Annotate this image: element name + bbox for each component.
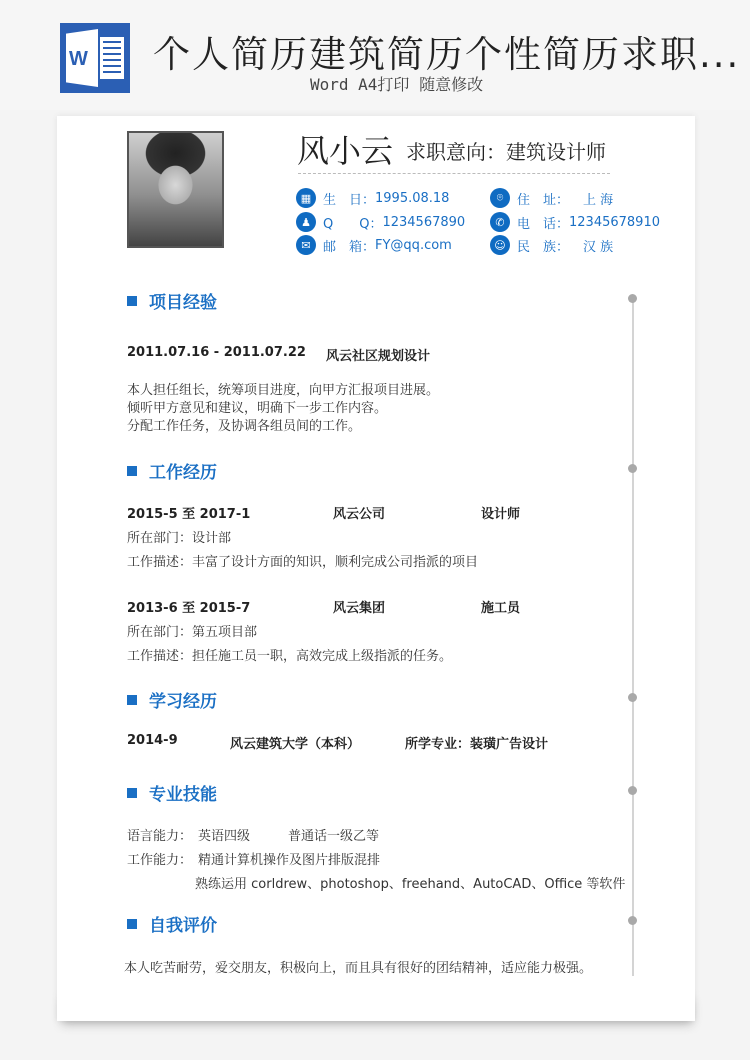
job-department: 所在部门：设计部 [127,531,232,546]
job-objective: 求职意向：建筑设计师 [406,140,606,164]
timeline-dot [628,786,637,795]
skills-work-label: 工作能力： [127,853,193,868]
job-period: 2013-6 至 2015-7 [127,601,251,616]
section-title-text: 专业技能 [149,785,217,805]
skills-language-item: 英语四级 [198,829,251,844]
info-email [296,235,452,255]
job-position: 设计师 [481,507,521,522]
project-name: 风云社区规划设计 [326,349,431,364]
info-label: 住 址： [517,192,570,208]
info-phone [490,212,660,232]
phone-icon: ✆ [490,212,510,232]
info-value: 12345678910 [569,214,660,230]
info-label: 电 话： [517,216,570,232]
info-qq [296,212,465,232]
info-value: 1234567890 [382,214,466,230]
project-line: 本人担任组长，统筹项目进度，向甲方汇报项目进展。 [127,383,440,398]
square-bullet-icon [127,296,137,306]
project-line: 倾听甲方意见和建议，明确下一步工作内容。 [127,401,388,416]
section-title-education [127,687,217,712]
info-ethnicity [490,235,613,255]
divider [298,173,610,174]
section-title-self [127,911,217,936]
section-title-text: 自我评价 [149,916,217,936]
info-address [490,188,613,208]
info-birthday [296,188,449,208]
skills-language-label: 语言能力： [127,829,193,844]
section-title-work [127,458,217,483]
education-date: 2014-9 [127,733,178,748]
education-school: 风云建筑大学（本科） [230,737,361,752]
job-description: 工作描述：担任施工员一职，高效完成上级指派的任务。 [127,649,453,664]
info-label: Q Q： [323,216,383,232]
section-title-text: 项目经验 [149,293,217,313]
job-position: 施工员 [481,601,521,616]
timeline-dot [628,464,637,473]
job-description: 工作描述：丰富了设计方面的知识，顺利完成公司指派的项目 [127,555,479,570]
square-bullet-icon [127,466,137,476]
square-bullet-icon [127,788,137,798]
timeline-dot [628,916,637,925]
location-icon: ⌾ [490,188,510,208]
mail-icon: ✉ [296,235,316,255]
info-label: 民 族： [517,239,570,255]
people-icon: ☺ [490,235,510,255]
job-company: 风云集团 [333,601,386,616]
calendar-icon: ▦ [296,188,316,208]
job-department: 所在部门：第五项目部 [127,625,258,640]
document-subtitle: Word A4打印 随意修改 [310,75,484,94]
word-icon-lines [100,37,124,79]
qq-icon: ♟ [296,212,316,232]
word-icon [60,23,130,93]
timeline-dot [628,294,637,303]
project-line: 分配工作任务，及协调各组员间的工作。 [127,419,362,434]
self-evaluation-text: 本人吃苦耐劳，爱交朋友，积极向上，而且具有很好的团结精神，适应能力极强。 [124,961,593,976]
info-value: 上 海 [583,192,614,208]
section-title-text: 工作经历 [149,463,217,483]
square-bullet-icon [127,695,137,705]
info-value: 1995.08.18 [375,190,450,206]
section-title-skills [127,780,217,805]
info-label: 生 日： [323,192,376,208]
skills-work-item: 熟练运用 corldrew、photoshop、freehand、AutoCAD、Office 等软件 [195,877,626,892]
portrait-photo [127,131,224,248]
project-date: 2011.07.16 - 2011.07.22 [127,345,306,360]
skills-language-item: 普通话一级乙等 [288,829,380,844]
section-title-project [127,288,217,313]
timeline-line [632,298,634,976]
education-major: 所学专业：装璜广告设计 [405,737,549,752]
document-title: 个人简历建筑简历个性简历求职... [153,33,741,76]
word-icon-letter: W [69,48,88,70]
square-bullet-icon [127,919,137,929]
section-title-text: 学习经历 [149,692,217,712]
job-period: 2015-5 至 2017-1 [127,507,251,522]
job-company: 风云公司 [333,507,386,522]
candidate-name: 风小云 [297,132,394,170]
timeline-dot [628,693,637,702]
preview-header [0,0,750,110]
info-label: 邮 箱： [323,239,376,255]
skills-work-item: 精通计算机操作及图片排版混排 [198,853,381,868]
info-value: FY@qq.com [375,237,452,253]
info-value: 汉 族 [583,239,614,255]
